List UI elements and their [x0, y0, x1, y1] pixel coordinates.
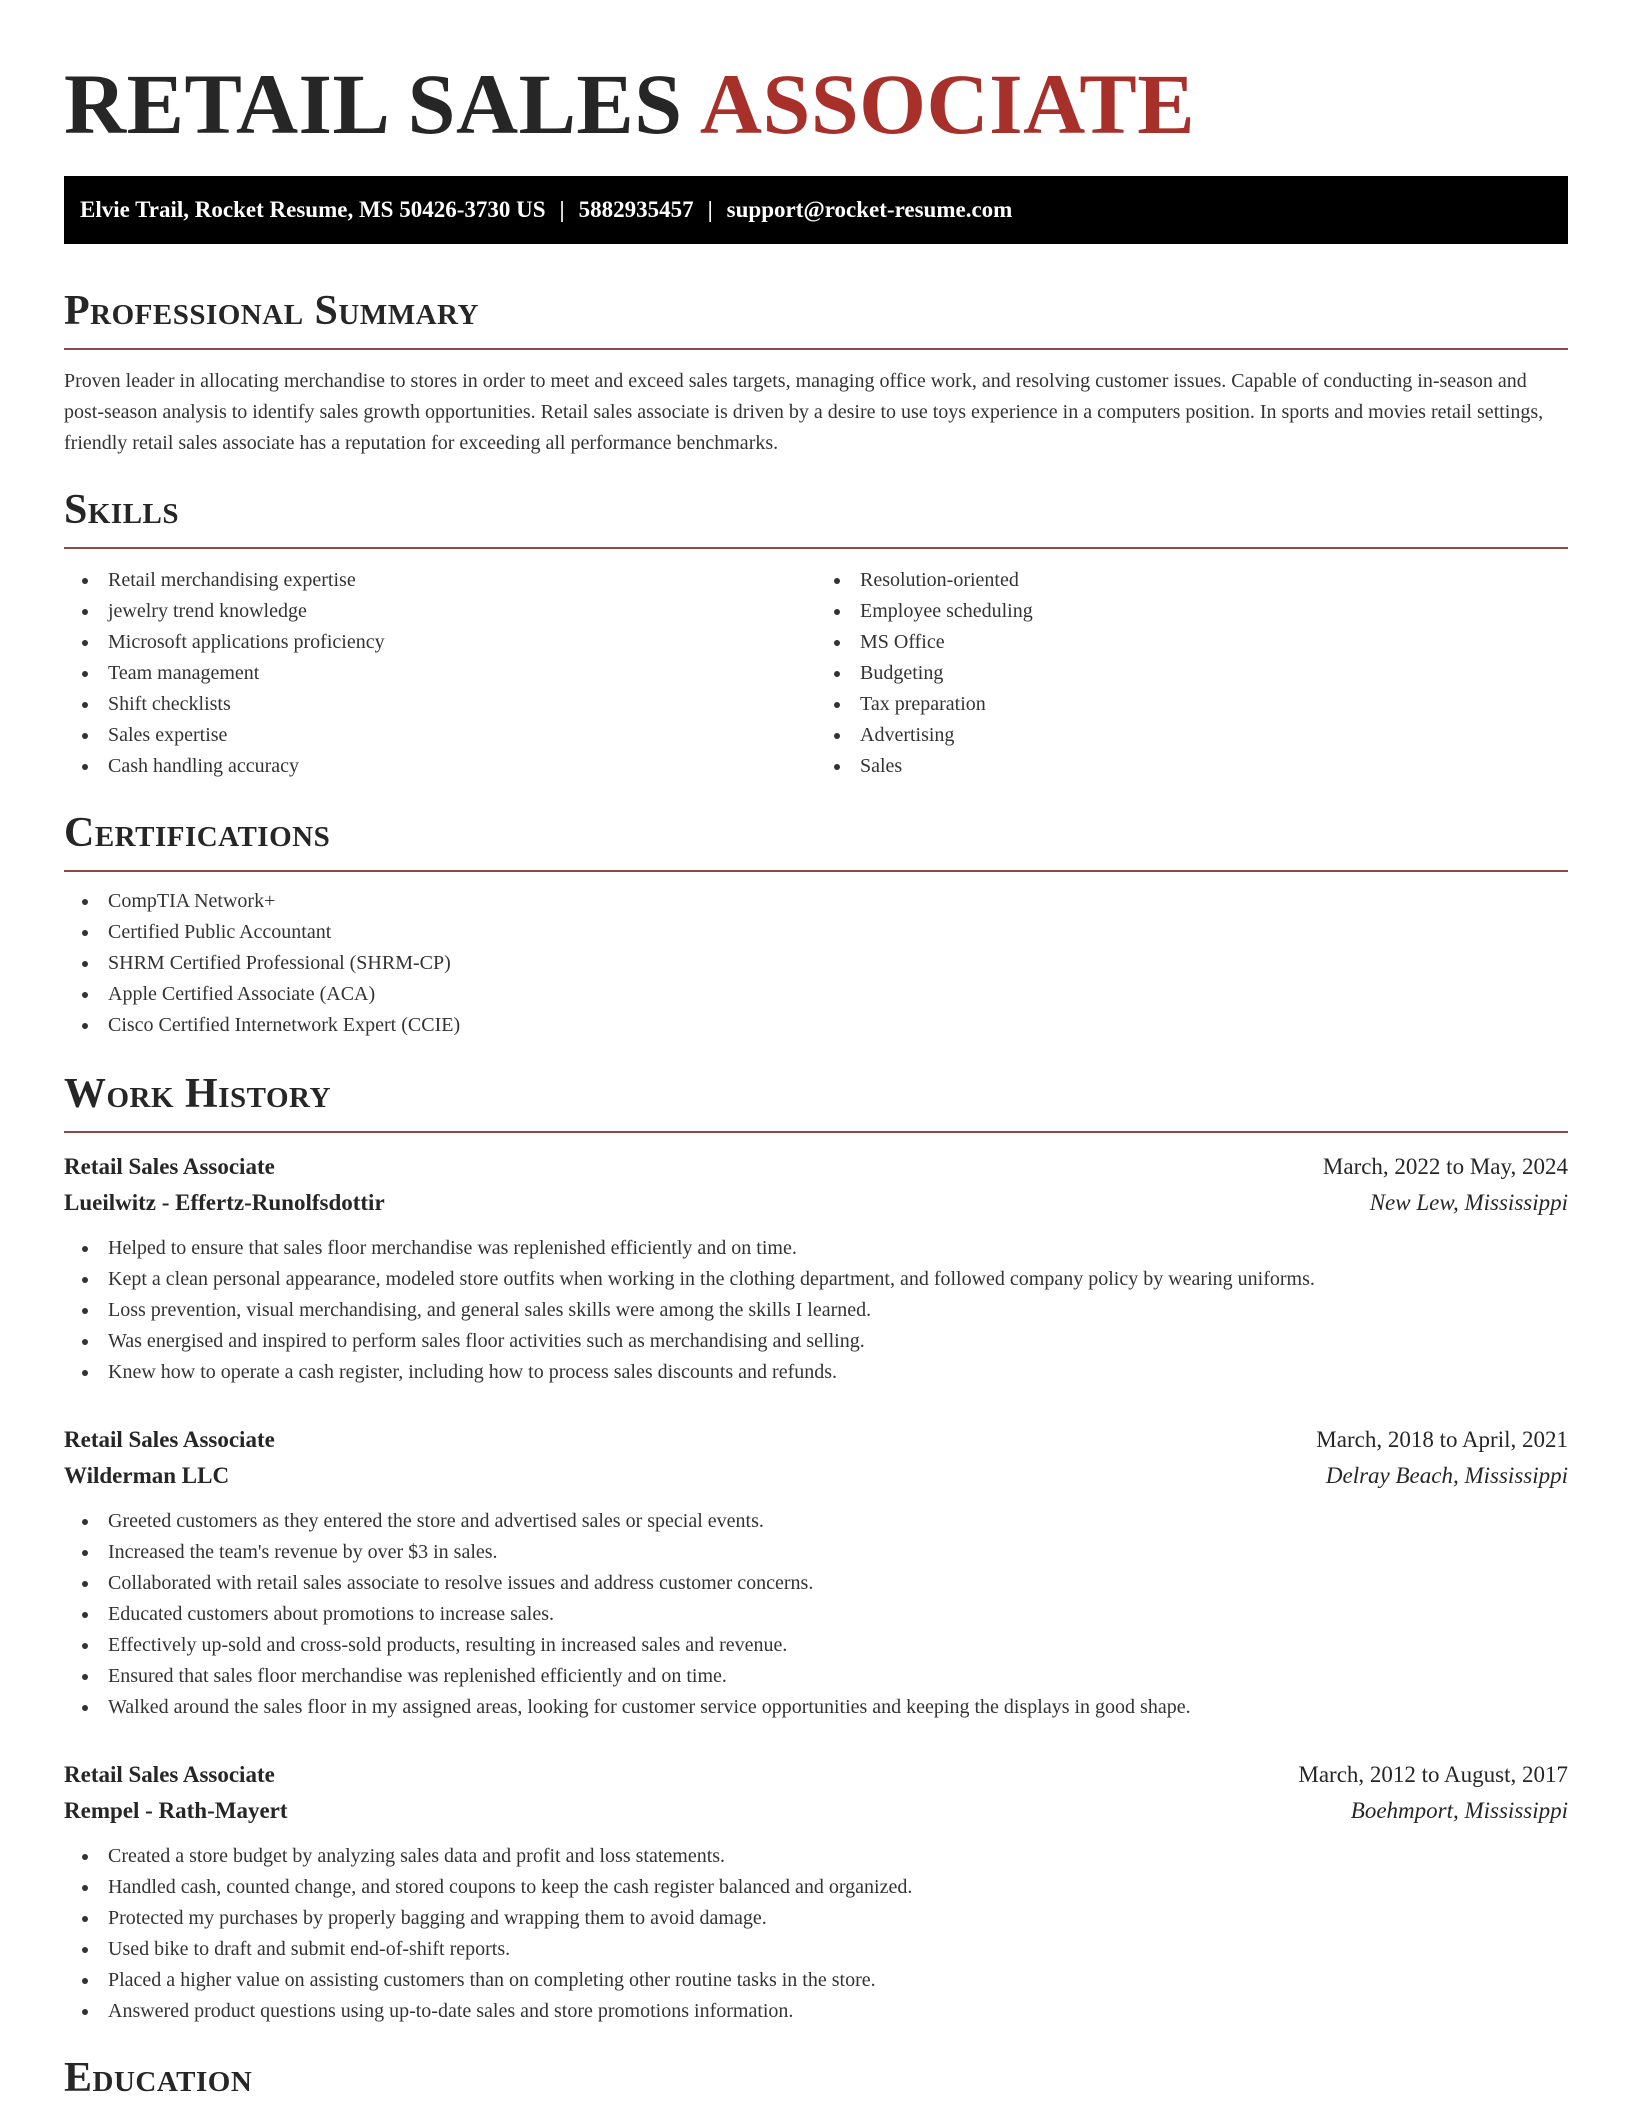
contact-bar [64, 176, 1568, 244]
job-duty-item: Handled cash, counted change, and stored coupons to keep the cash register balanced and organized. [64, 1872, 1568, 1903]
job-header-row [64, 1757, 1568, 1793]
job-entry [64, 1422, 1568, 1723]
job-title: Retail Sales Associate [64, 1427, 275, 1452]
job-duty-item: Ensured that sales floor merchandise was replenished efficiently and on time. [64, 1661, 1568, 1692]
skill-item: Retail merchandising expertise [64, 565, 816, 596]
skills-section [64, 487, 1568, 782]
job-company-row [64, 1185, 1568, 1221]
job-duties-list [64, 1506, 1568, 1723]
skill-item: Tax preparation [816, 689, 1568, 720]
job-header-row [64, 1149, 1568, 1185]
skills-grid [64, 565, 1568, 782]
job-duty-item: Kept a clean personal appearance, modeled store outfits when working in the clothing department, and followed company policy by wearing uniforms. [64, 1264, 1568, 1295]
contact-phone: 5882935457 [578, 197, 694, 222]
skill-item: Advertising [816, 720, 1568, 751]
skill-item: Budgeting [816, 658, 1568, 689]
job-duty-item: Knew how to operate a cash register, including how to process sales discounts and refunds. [64, 1357, 1568, 1388]
summary-text: Proven leader in allocating merchandise to stores in order to meet and exceed sales targets, managing office work, and resolving customer issues. Capable of conducting in-season and post-season analysis to identify sales growth opportunities. Retail sales associate is driven by a desire to use toys experience in a computers position. In sports and movies retail settings, friendly retail sales associate has a reputation for exceeding all performance benchmarks. [64, 370, 1544, 454]
section-title-certifications: Certifications [64, 810, 1568, 872]
job-duty-item: Answered product questions using up-to-date sales and store promotions information. [64, 1996, 1568, 2027]
summary-section [64, 288, 1568, 459]
job-duty-item: Helped to ensure that sales floor merchandise was replenished efficiently and on time. [64, 1233, 1568, 1264]
contact-address: Elvie Trail, Rocket Resume, MS 50426-3730 US [80, 197, 546, 222]
job-company: Rempel - Rath-Mayert [64, 1798, 288, 1823]
skill-item: Shift checklists [64, 689, 816, 720]
job-duty-item: Greeted customers as they entered the store and advertised sales or special events. [64, 1506, 1568, 1537]
section-title-summary: Professional Summary [64, 288, 1568, 350]
title-main: RETAIL SALES [64, 56, 683, 152]
job-dates: March, 2018 to April, 2021 [1316, 1427, 1568, 1452]
skill-item: Resolution-oriented [816, 565, 1568, 596]
job-title: Retail Sales Associate [64, 1762, 275, 1787]
job-duty-item: Effectively up-sold and cross-sold products, resulting in increased sales and revenue. [64, 1630, 1568, 1661]
job-duty-item: Was energised and inspired to perform sales floor activities such as merchandising and selling. [64, 1326, 1568, 1357]
certification-item: Certified Public Accountant [64, 917, 1568, 948]
job-company-row [64, 1793, 1568, 1829]
title-accent: ASSOCIATE [699, 56, 1196, 152]
skill-item: Sales [816, 751, 1568, 782]
job-duty-item: Loss prevention, visual merchandising, and general sales skills were among the skills I learned. [64, 1295, 1568, 1326]
skill-item: Sales expertise [64, 720, 816, 751]
job-dates: March, 2022 to May, 2024 [1322, 1154, 1568, 1179]
job-duties-list [64, 1841, 1568, 2027]
skills-column-right [816, 565, 1568, 782]
certification-item: Cisco Certified Internetwork Expert (CCIE) [64, 1010, 1568, 1041]
job-duty-item: Created a store budget by analyzing sales data and profit and loss statements. [64, 1841, 1568, 1872]
contact-email: support@rocket-resume.com [726, 197, 1013, 222]
skill-item: jewelry trend knowledge [64, 596, 816, 627]
certification-item: SHRM Certified Professional (SHRM-CP) [64, 948, 1568, 979]
section-title-skills: Skills [64, 487, 1568, 549]
contact-separator: | [707, 197, 713, 222]
job-dates: March, 2012 to August, 2017 [1298, 1762, 1568, 1787]
work-history-section [64, 1071, 1568, 2027]
job-company-row [64, 1458, 1568, 1494]
skill-item: Team management [64, 658, 816, 689]
job-duty-item: Collaborated with retail sales associate to resolve issues and address customer concerns. [64, 1568, 1568, 1599]
skill-item: Employee scheduling [816, 596, 1568, 627]
job-location: Boehmport, Mississippi [1350, 1798, 1568, 1823]
job-title: Retail Sales Associate [64, 1154, 275, 1179]
job-duty-item: Used bike to draft and submit end-of-shift reports. [64, 1934, 1568, 1965]
job-location: Delray Beach, Mississippi [1325, 1463, 1568, 1488]
job-duties-list [64, 1233, 1568, 1388]
job-entry [64, 1149, 1568, 1388]
job-duty-item: Placed a higher value on assisting customers than on completing other routine tasks in the store. [64, 1965, 1568, 1996]
certification-item: CompTIA Network+ [64, 886, 1568, 917]
job-duty-item: Protected my purchases by properly bagging and wrapping them to avoid damage. [64, 1903, 1568, 1934]
job-duty-item: Walked around the sales floor in my assigned areas, looking for customer service opportunities and keeping the displays in good shape. [64, 1692, 1568, 1723]
job-header-row [64, 1422, 1568, 1458]
certification-item: Apple Certified Associate (ACA) [64, 979, 1568, 1010]
education-section [64, 2055, 1568, 2112]
job-entry [64, 1757, 1568, 2027]
certifications-section [64, 810, 1568, 1041]
skill-item: MS Office [816, 627, 1568, 658]
skills-list-left [64, 565, 816, 782]
skill-item: Cash handling accuracy [64, 751, 816, 782]
skill-item: Microsoft applications proficiency [64, 627, 816, 658]
skills-list-right [816, 565, 1568, 782]
contact-separator: | [559, 197, 565, 222]
job-company: Wilderman LLC [64, 1463, 230, 1488]
job-company: Lueilwitz - Effertz-Runolfsdottir [64, 1190, 385, 1215]
section-title-education: Education [64, 2055, 1568, 2112]
skills-column-left [64, 565, 816, 782]
job-duty-item: Educated customers about promotions to increase sales. [64, 1599, 1568, 1630]
job-duty-item: Increased the team's revenue by over $3 in sales. [64, 1537, 1568, 1568]
certifications-list [64, 886, 1568, 1041]
resume-title [64, 0, 1568, 176]
section-title-work-history: Work History [64, 1071, 1568, 1133]
job-location: New Lew, Mississippi [1369, 1190, 1568, 1215]
